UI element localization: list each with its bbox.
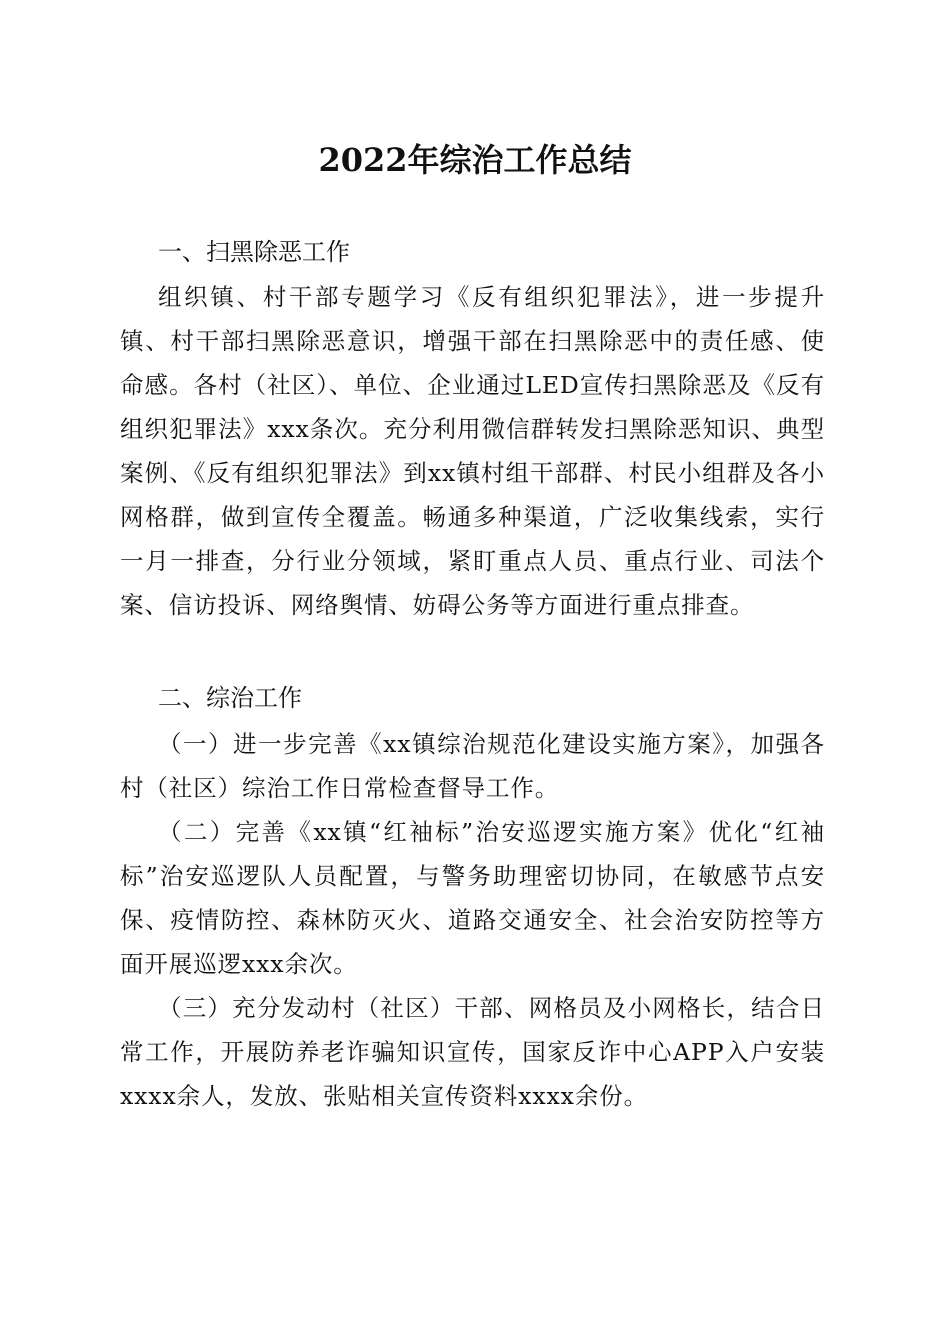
paragraph: 组织镇、村干部专题学习《反有组织犯罪法》，进一步提升镇、村干部扫黑除恶意识，增强干部在扫黑除恶中的责任感、使命感。各村（社区）、单位、企业通过LED宣传扫黑除恶及《反有组织犯罪法》xxx条次。充分利用微信群转发扫黑除恶知识、典型案例、《反有组织犯罪法》到xx镇村组干部群、村民小组群及各小网格群，做到宣传全覆盖。畅通多种渠道，广泛收集线索，实行一月一排查，分行业分领域，紧盯重点人员、重点行业、司法个案、信访投诉、网络舆情、妨碍公务等方面进行重点排查。 bbox=[120, 283, 825, 619]
paragraph-item-3: （三）充分发动村（社区）干部、网格员及小网格长，结合日常工作，开展防养老诈骗知识宣传，国家反诈中心APP入户安装xxxx余人，发放、张贴相关宣传资料xxxx余份。 bbox=[120, 994, 825, 1110]
document-title: 2022年综治工作总结 bbox=[318, 141, 632, 179]
section-body-comprehensive-governance bbox=[120, 722, 825, 1118]
section-heading-comprehensive-governance: 二、综治工作 bbox=[158, 684, 302, 712]
section-heading-anti-crime: 一、扫黑除恶工作 bbox=[158, 238, 350, 266]
paragraph-item-2: （二）完善《xx镇“红袖标”治安巡逻实施方案》优化“红袖标”治安巡逻队人员配置，与警务助理密切协同，在敏感节点安保、疫情防控、森林防灭火、道路交通安全、社会治安防控等方面开展巡逻xxx余次。 bbox=[120, 818, 825, 978]
section-body-anti-crime bbox=[120, 275, 825, 627]
paragraph-item-1: （一）进一步完善《xx镇综治规范化建设实施方案》，加强各村（社区）综治工作日常检查督导工作。 bbox=[120, 730, 825, 802]
